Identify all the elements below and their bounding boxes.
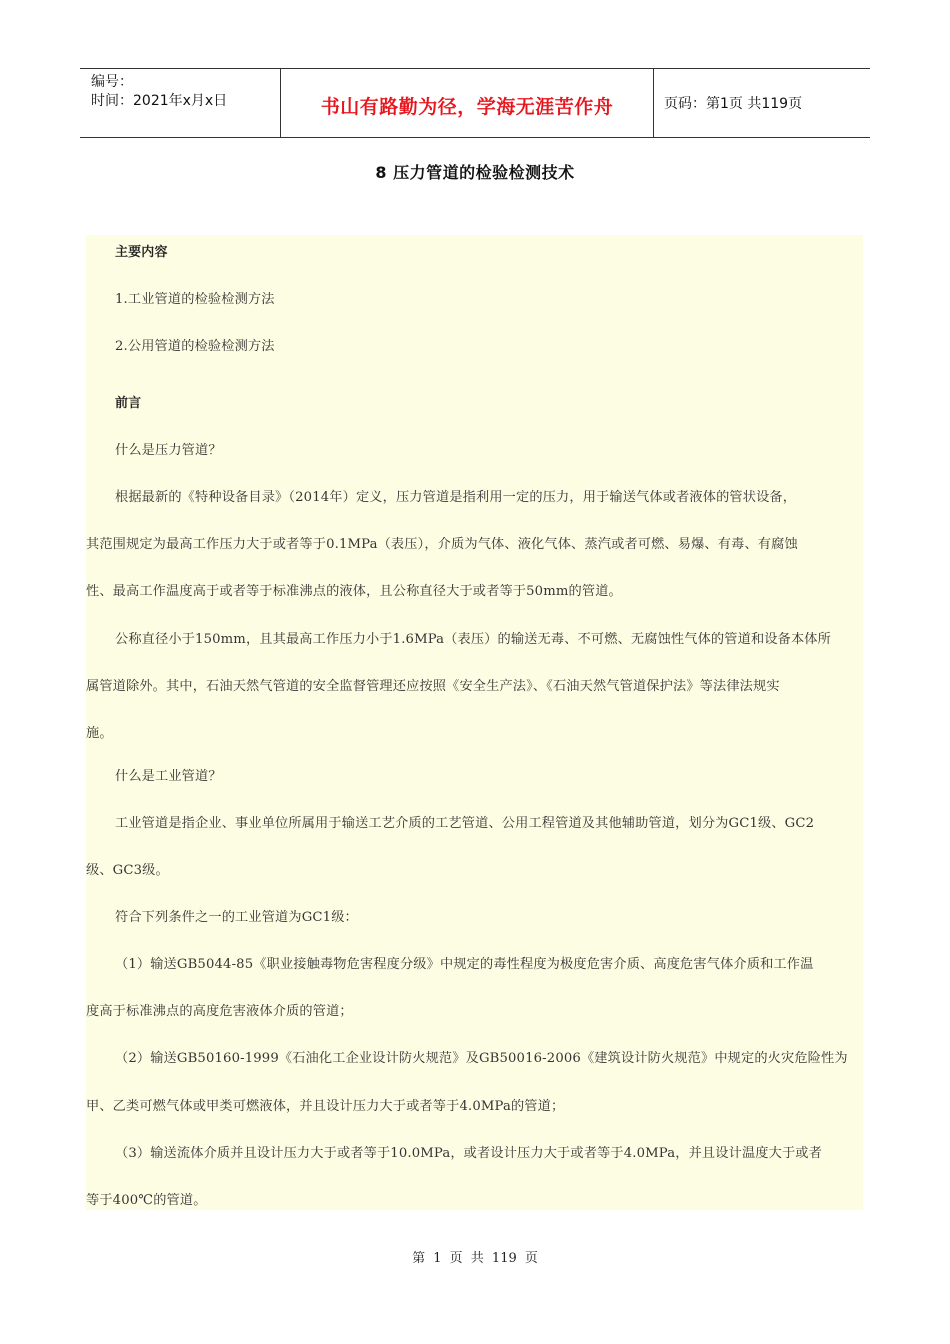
content-block: [86, 235, 863, 1210]
list-item: 1.工业管道的检验检测方法: [115, 292, 275, 307]
paragraph-line: 级、GC3级。: [86, 863, 169, 878]
time-label: 时间：2021年x月x日: [91, 93, 228, 109]
paragraph-line: （1）输送GB5044-85《职业接触毒物危害程度分级》中规定的毒性程度为极度危害介质、高度危害气体介质和工作温: [115, 957, 814, 972]
document-title: 8 压力管道的检验检测技术: [375, 163, 575, 182]
paragraph-line: （2）输送GB50160-1999《石油化工企业设计防火规范》及GB50016-2006《建筑设计防火规范》中规定的火灾危险性为: [115, 1051, 848, 1066]
header-meta: [80, 69, 281, 137]
paragraph-line: 属管道除外。其中，石油天然气管道的安全监督管理还应按照《安全生产法》、《石油天然气管道保护法》等法律法规实: [86, 679, 780, 694]
number-label: 编号：: [91, 74, 133, 90]
paragraph-line: 什么是压力管道？: [115, 443, 222, 458]
paragraph-line: 等于400℃的管道。: [86, 1193, 207, 1208]
paragraph-line: 性、最高工作温度高于或者等于标准沸点的液体，且公称直径大于或者等于50mm的管道。: [86, 584, 622, 599]
section-heading-main-content: 主要内容: [115, 245, 168, 260]
paragraph-line: 符合下列条件之一的工业管道为GC1级：: [115, 910, 358, 925]
page-footer: 第 1 页 共 119 页: [412, 1251, 538, 1266]
header-page-info: 页码：第1页 共119页: [664, 96, 803, 112]
list-item: 2.公用管道的检验检测方法: [115, 339, 275, 354]
paragraph-line: 根据最新的《特种设备目录》（2014年）定义，压力管道是指利用一定的压力，用于输送气体或者液体的管状设备，: [115, 490, 797, 505]
paragraph-line: 什么是工业管道？: [115, 769, 222, 784]
header-motto: 书山有路勤为径，学海无涯苦作舟: [281, 69, 654, 137]
paragraph-line: 施。: [86, 726, 113, 741]
paragraph-line: （3）输送流体介质并且设计压力大于或者等于10.0MPa，或者设计压力大于或者等于4.0MPa，并且设计温度大于或者: [115, 1146, 822, 1161]
document-header: [80, 68, 870, 138]
paragraph-line: 甲、乙类可燃气体或甲类可燃液体，并且设计压力大于或者等于4.0MPa的管道；: [86, 1099, 565, 1114]
section-heading-preface: 前言: [115, 396, 142, 411]
paragraph-line: 公称直径小于150mm，且其最高工作压力小于1.6MPa（表压）的输送无毒、不可燃、无腐蚀性气体的管道和设备本体所: [115, 632, 831, 647]
paragraph-line: 其范围规定为最高工作压力大于或者等于0.1MPa（表压），介质为气体、液化气体、蒸汽或者可燃、易爆、有毒、有腐蚀: [86, 537, 798, 552]
paragraph-line: 工业管道是指企业、事业单位所属用于输送工艺介质的工艺管道、公用工程管道及其他辅助管道，划分为GC1级、GC2: [115, 816, 815, 831]
paragraph-line: 度高于标准沸点的高度危害液体介质的管道；: [86, 1004, 353, 1019]
